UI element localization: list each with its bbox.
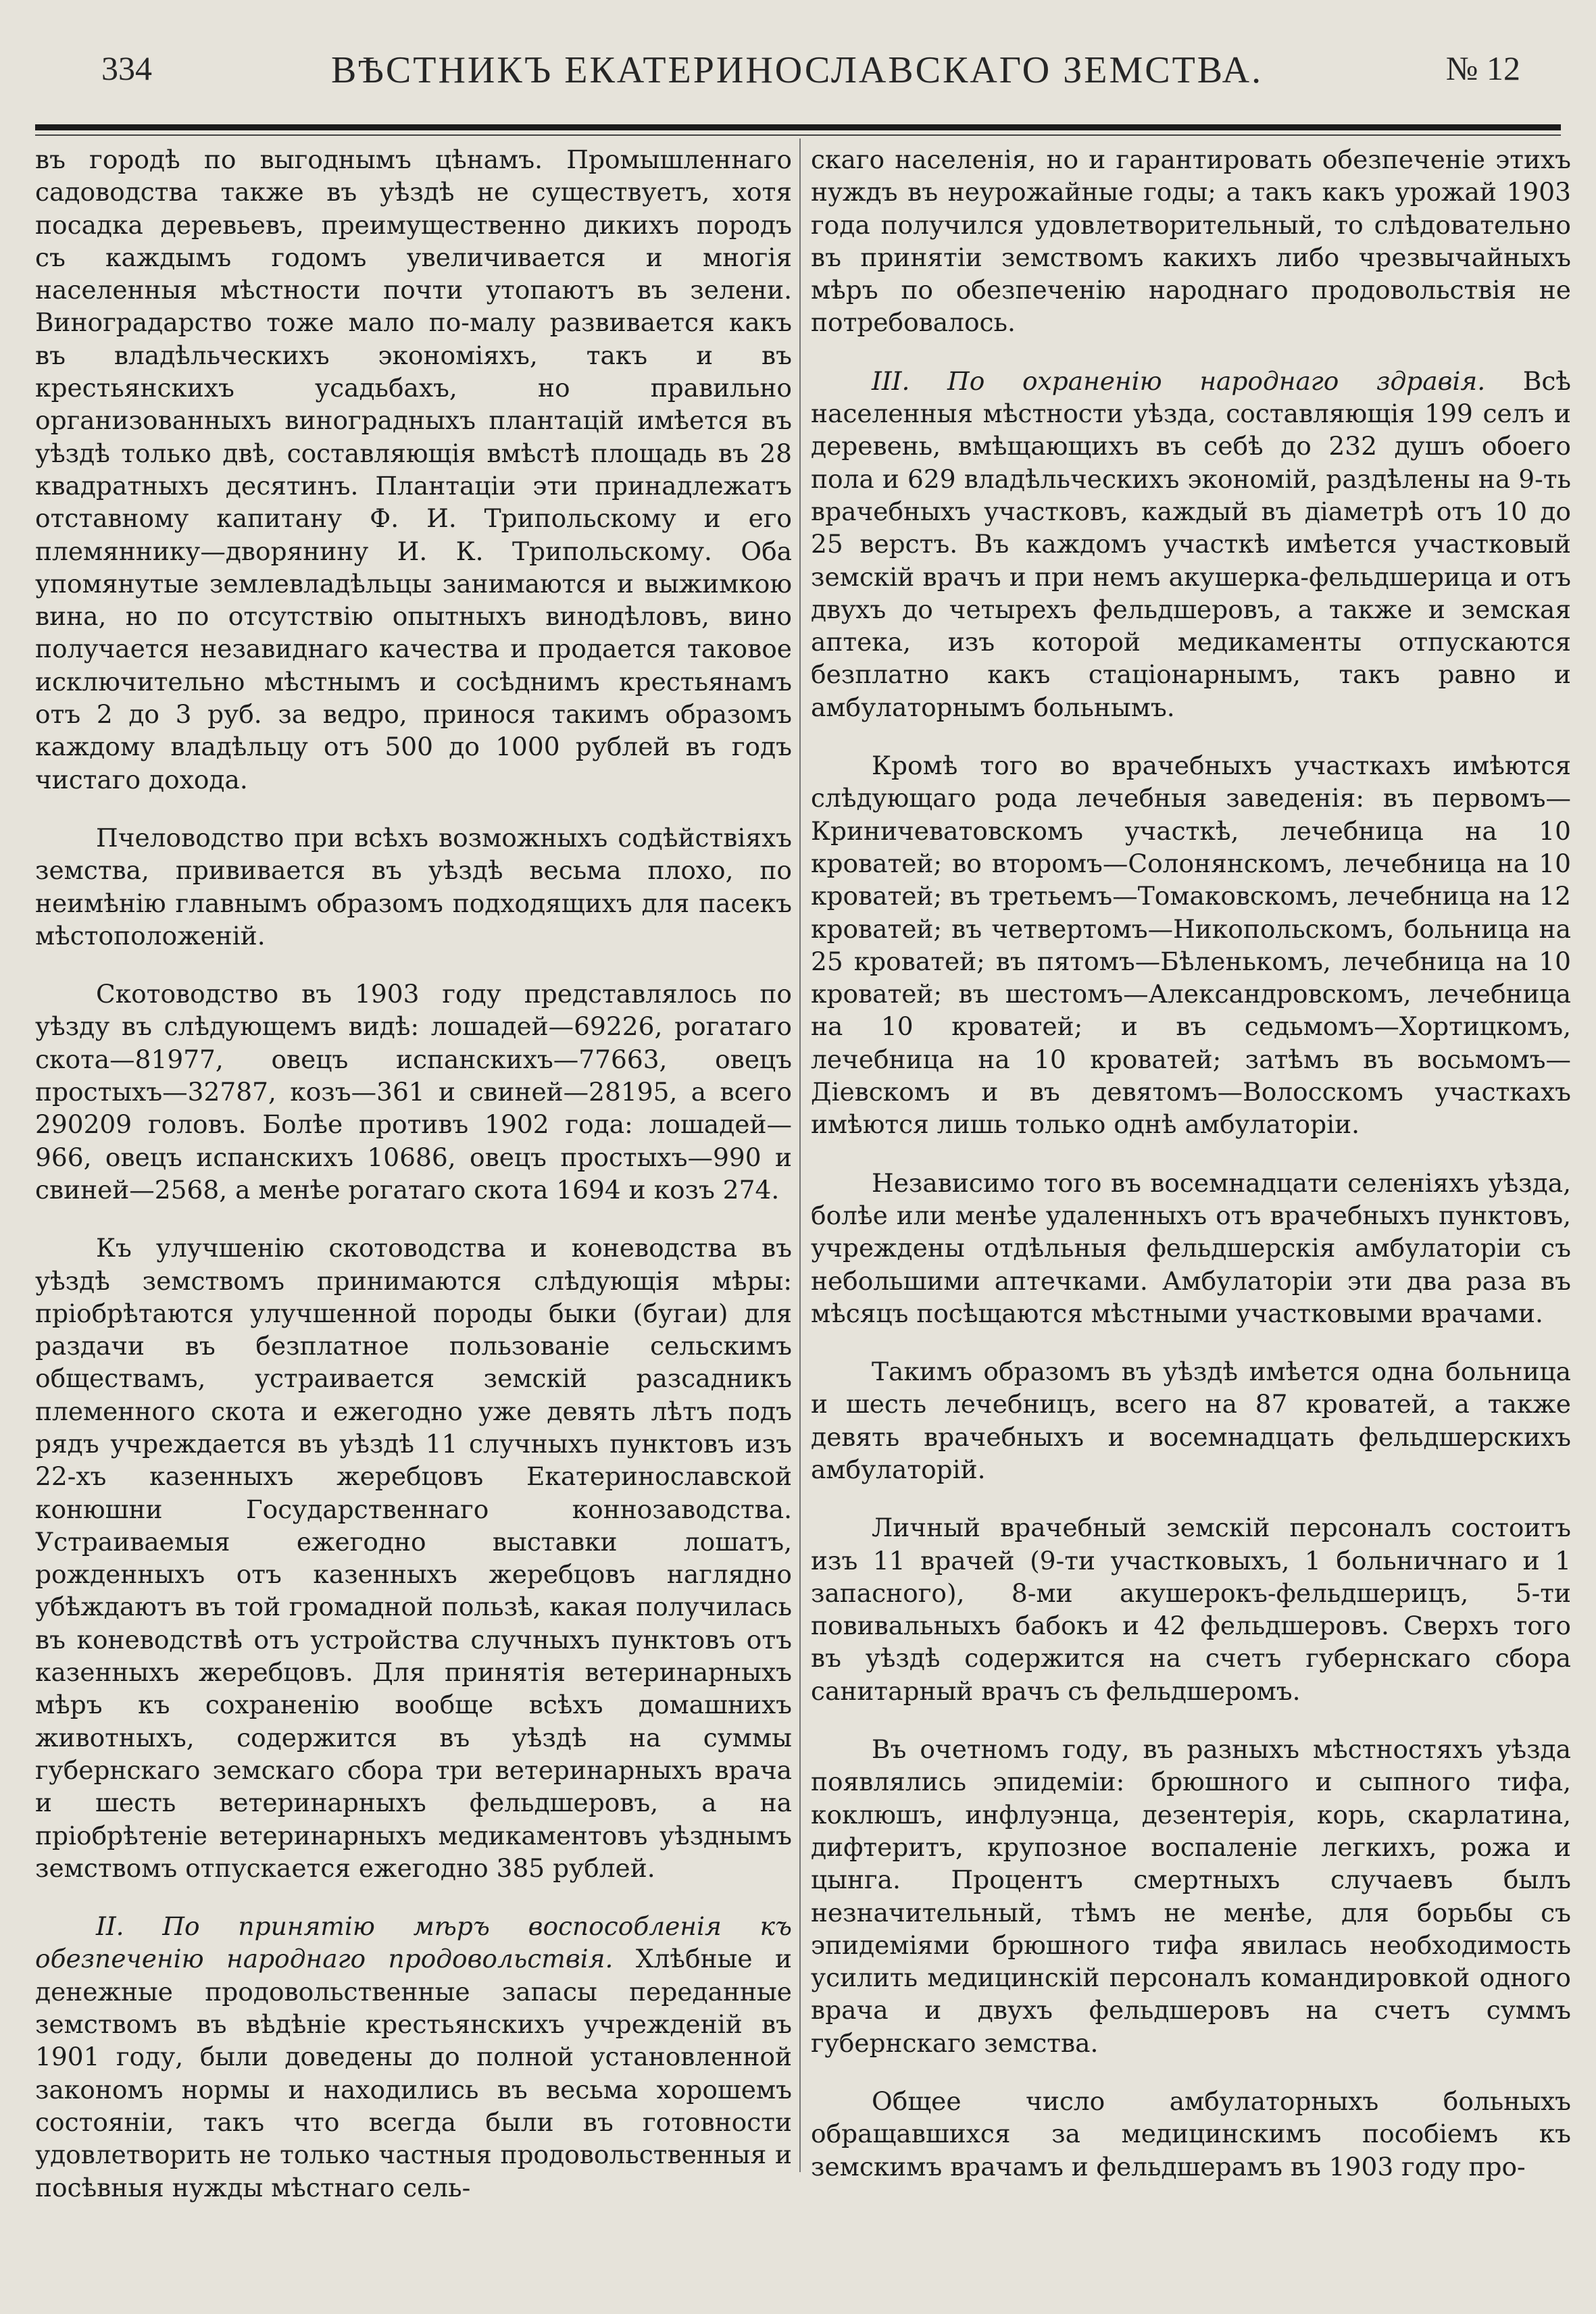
- paragraph-horticulture: въ городѣ по выгоднымъ цѣнамъ. Промышленнаго садоводства также въ уѣздѣ не существуетъ, хотя посадка деревьевъ, преимущественно дикихъ породъ съ каждымъ годомъ увеличивается и многія населенныя мѣстности почти утопаютъ въ зелени. Виноградарство тоже мало по-малу развивается какъ въ владѣльческихъ экономіяхъ, такъ и въ крестьянскихъ усадьбахъ, но правильно организованныхъ виноградныхъ плантацій имѣется въ уѣздѣ только двѣ, составляющія вмѣстѣ площадь въ 28 квадратныхъ десятинъ. Плантаціи эти принадлежатъ отставному капитану Ф. И. Трипольскому и его племяннику—дворянину И. К. Трипольскому. Оба упомянутые землевладѣльцы занимаются и выжимкою вина, но по отсутствію опытныхъ винодѣловъ, вино получается незавиднаго качества и продается таковое исключительно мѣстнымъ и сосѣднимъ крестьянамъ отъ 2 до 3 руб. за ведро, принося такимъ образомъ каждому владѣльцу отъ 500 до 1000 рублей въ годъ чистаго дохода.: [35, 145, 792, 795]
- paragraph-food-supply: [35, 1910, 792, 2204]
- issue-number: № 12: [1445, 49, 1520, 87]
- page-header: [101, 49, 1520, 103]
- right-column: [811, 143, 1571, 2209]
- column-divider: [799, 139, 801, 2172]
- paragraph-personnel: Личный врачебный земскій персоналъ состоитъ изъ 11 врачей (9-ти участковыхъ, 1 больничнаго и 1 запасного), 8-ми акушерокъ-фельдшерицъ, 5-ти повивальныхъ бабокъ и 42 фельдшеровъ. Сверхъ того въ уѣздѣ содержится на счетъ губернскаго сбора санитарный врачъ съ фельдшеромъ.: [811, 1513, 1571, 1706]
- paragraph-outpatients: Общее число амбулаторныхъ больныхъ обращавшихся за медицинскимъ пособіемъ къ земскимъ врачамъ и фельдшерамъ въ 1903 году про-: [811, 2086, 1571, 2182]
- paragraph-food-supply-continued: скаго населенія, но и гарантировать обезпеченіе этихъ нуждъ въ неурожайные годы; а такъ какъ урожай 1903 года получился удовлетворительный, то слѣдовательно въ принятіи земствомъ какихъ либо чрезвычайныхъ мѣръ по обезпеченію народнаго продовольствія не потребовалось.: [811, 145, 1571, 338]
- paragraph-beekeeping: Пчеловодство при всѣхъ возможныхъ содѣйствіяхъ земства, прививается въ уѣздѣ весьма плохо, по неимѣнію главнымъ образомъ подходящихъ для пасекъ мѣстоположеній.: [35, 822, 792, 951]
- section-heading-food-supply: II. По принятію мѣръ воспособленія къ обезпеченію народнаго продовольствія.: [35, 1911, 792, 1974]
- paragraph-livestock: Скотоводство въ 1903 году представлялось по уѣзду въ слѣдующемъ видѣ: лошадей—69226, рогатаго скота—81977, овецъ испанскихъ—77663, овецъ простыхъ—32787, козъ—361 и свиней—28195, а всего 290209 головъ. Болѣе противъ 1902 года: лошадей—966, овецъ испанскихъ 10686, овецъ простыхъ—990 и свиней—2568, а менѣе рогатаго скота 1694 и козъ 274.: [35, 979, 792, 1205]
- paragraph-livestock-improvement: Къ улучшенію скотоводства и коневодства въ уѣздѣ земствомъ принимаются слѣдующія мѣры: пріобрѣтаются улучшенной породы быки (бугаи) для раздачи въ безплатное пользованіе сельскимъ обществамъ, устраивается земскій разсадникъ племенного скота и ежегодно уже девять лѣтъ подъ рядъ учреждается въ уѣздѣ 11 случныхъ пунктовъ изъ 22-хъ казенныхъ жеребцовъ Екатеринославской конюшни Государственнаго коннозаводства. Устраиваемыя ежегодно выставки лошатъ, рожденныхъ отъ казенныхъ жеребцовъ наглядно убѣждаютъ въ той громадной пользѣ, какая получилась въ коневодствѣ отъ устройства случныхъ пунктовъ отъ казенныхъ жеребцовъ. Для принятія ветеринарныхъ мѣръ къ сохраненію вообще всѣхъ домашнихъ животныхъ, содержится въ уѣздѣ на суммы губернскаго земскаго сбора три ветеринарныхъ врача и шесть ветеринарныхъ фельдшеровъ, а на пріобрѣтеніе ветеринарныхъ медикаментовъ уѣзднымъ земствомъ отпускается ежегодно 385 рублей.: [35, 1233, 792, 1883]
- food-supply-text: Хлѣбные и денежные продовольственные запасы переданные земствомъ въ вѣдѣніе крестьянскихъ учрежденій въ 1901 году, были доведены до полной установленной закономъ нормы и находились въ весьма хорошемъ состояніи, такъ что всегда были въ готовности удовлетворить не только частныя продовольственныя и посѣвныя нужды мѣстнаго сель-: [35, 1944, 792, 2203]
- paragraph-hospitals: Кромѣ того во врачебныхъ участкахъ имѣются слѣдующаго рода лечебныя заведенія: въ первомъ—Криничеватовскомъ участкѣ, лечебница на 10 кроватей; во второмъ—Солонянскомъ, лечебница на 10 кроватей; въ третьемъ—Томаковскомъ, лечебница на 12 кроватей; въ четвертомъ—Никопольскомъ, больница на 25 кроватей; въ пятомъ—Бѣленькомъ, лечебница на 10 кроватей; въ шестомъ—Александровскомъ, лечебница на 10 кроватей; и въ седьмомъ—Хортицкомъ, лечебница на 10 кроватей; затѣмъ въ восьмомъ—Діевскомъ и въ девятомъ—Волосскомъ участкахъ имѣются лишь только однѣ амбулаторіи.: [811, 751, 1571, 1140]
- paragraph-public-health: [811, 365, 1571, 724]
- paragraph-epidemics: Въ очетномъ году, въ разныхъ мѣстностяхъ уѣзда появлялись эпидеміи: брюшного и сыпного тифа, коклюшъ, инфлуэнца, дезентерія, корь, скарлатина, дифтеритъ, крупозное воспаленіе легкихъ, рожа и цынга. Процентъ смертныхъ случаевъ былъ незначительный, тѣмъ не менѣе, для борьбы съ эпидеміями брюшного тифа явилась необходимость усилить медицинскій персоналъ командировкой одного врача и двухъ фельдшеровъ на счетъ суммъ губернскаго земства.: [811, 1734, 1571, 2058]
- header-rule: [35, 124, 1561, 130]
- left-column: [35, 143, 792, 2230]
- section-heading-public-health: III. По охраненію народнаго здравія.: [872, 366, 1486, 396]
- paragraph-ambulatories: Независимо того въ восемнадцати селеніяхъ уѣзда, болѣе или менѣе удаленныхъ отъ врачебныхъ пунктовъ, учреждены отдѣльныя фельдшерскія амбулаторіи съ небольшими аптечками. Амбулаторіи эти два раза въ мѣсяцъ посѣщаются мѣстными участковыми врачами.: [811, 1167, 1571, 1328]
- journal-title: ВѢСТНИКЪ ЕКАТЕРИНОСЛАВСКАГО ЗЕМСТВА.: [331, 49, 1264, 91]
- public-health-text: Всѣ населенныя мѣстности уѣзда, составляющія 199 селъ и деревень, вмѣщающихъ въ себѣ до 232 душъ обоего пола и 629 владѣльческихъ экономій, раздѣлены на 9-ть врачебныхъ участковъ, каждый въ діаметрѣ отъ 10 до 25 верстъ. Въ каждомъ участкѣ имѣется участковый земскій врачъ и при немъ акушерка-фельдшерица и отъ двухъ до четырехъ фельдшеровъ, а также и земская аптека, изъ которой медикаменты отпускаются безплатно какъ стаціонарнымъ, такъ равно и амбулаторнымъ больнымъ.: [811, 366, 1571, 722]
- paragraph-totals: Такимъ образомъ въ уѣздѣ имѣется одна больница и шесть лечебницъ, всего на 87 кроватей, а также девять врачебныхъ и восемнадцать фельдшерскихъ амбулаторій.: [811, 1357, 1571, 1484]
- page-number: 334: [101, 49, 152, 87]
